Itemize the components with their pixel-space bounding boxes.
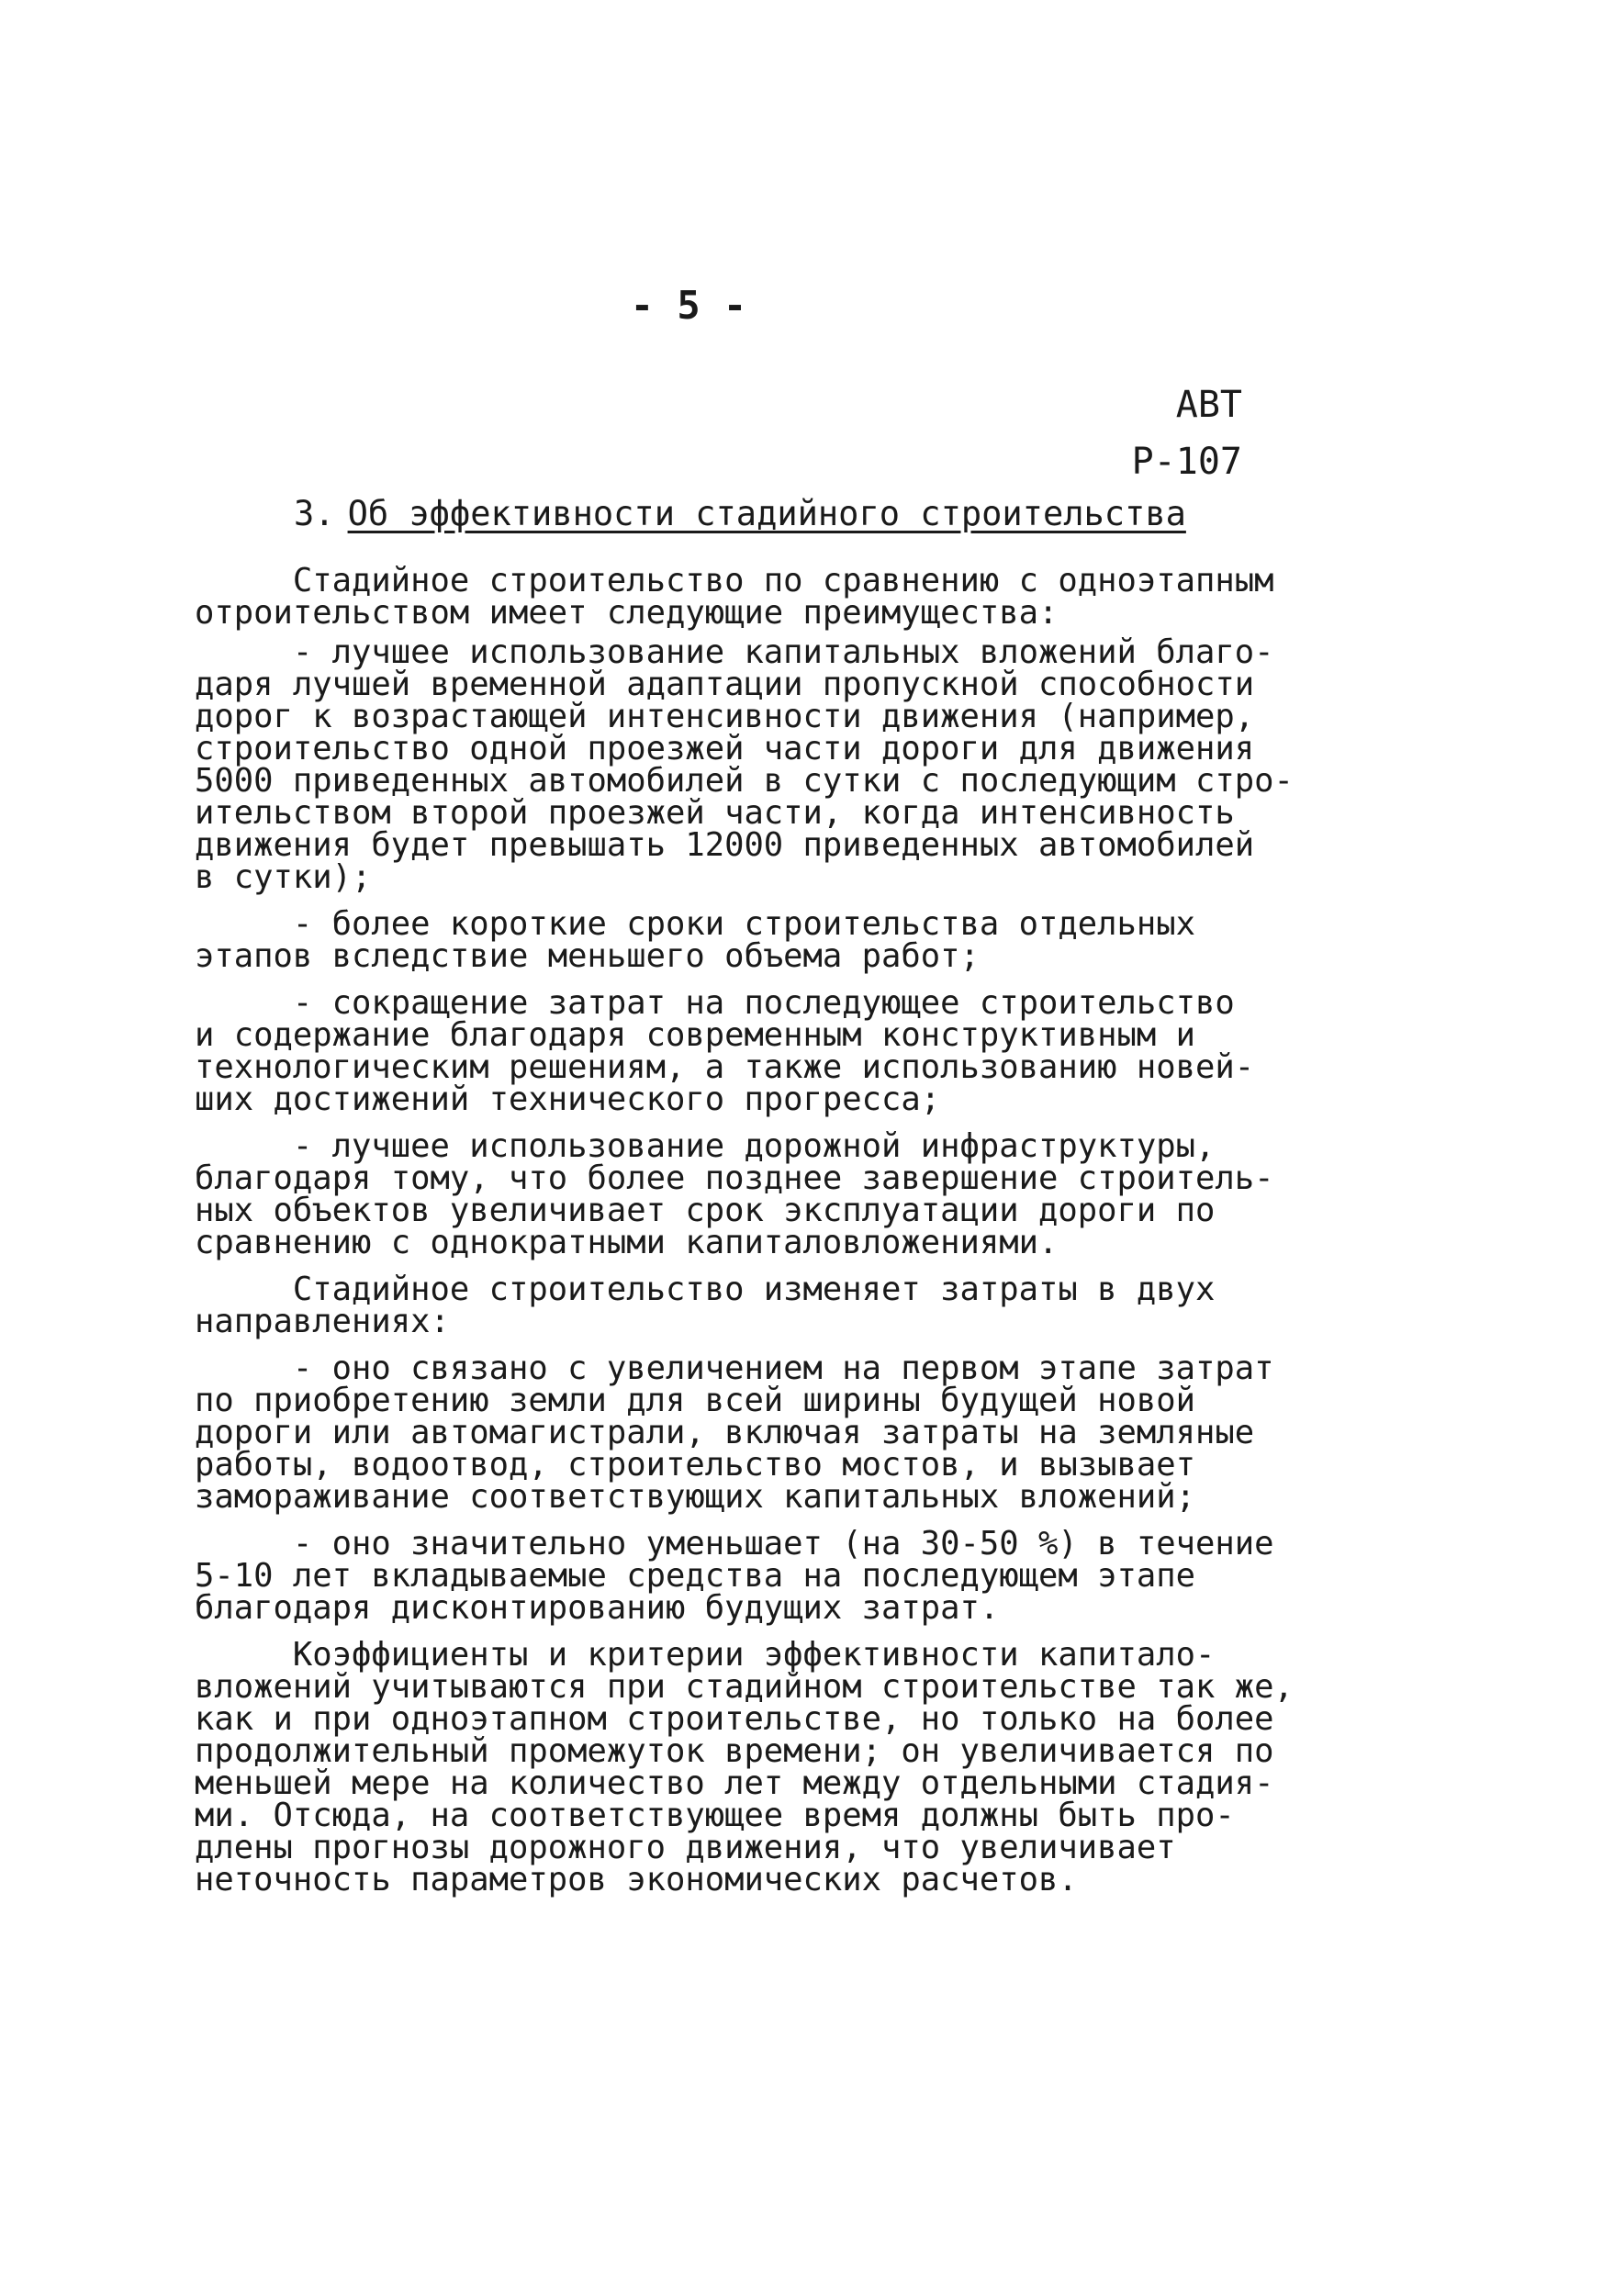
body-text bbox=[195, 562, 1388, 1910]
paragraph-cost-2: - оно значительно уменьшает (на 30-50 %) в течение 5-10 лет вкладываемые средства на последующем этапе благодаря дисконтированию будущих затрат. bbox=[195, 1525, 1274, 1627]
document-code-line-2: Р-107 bbox=[1131, 441, 1242, 483]
paragraph-advantage-1: - лучшее использование капитальных вложений благо- даря лучшей временной адаптации пропускной способности дорог к возрастающей интенсивности движения (например, строительство одной проезжей части дороги для движения 5000 приведенных автомобилей в сутки с последующим стро- ительством второй проезжей части, когда интенсивность движения будет превышать 12000 приведенных автомобилей в сутки); bbox=[195, 633, 1294, 896]
section-number: 3. bbox=[294, 494, 335, 533]
paragraph-cost-directions: Стадийное строительство изменяет затраты в двух направлениях: bbox=[195, 1271, 1216, 1340]
paragraph-advantage-3: - сокращение затрат на последующее строительство и содержание благодаря современным конструктивным и технологическим решениям, а также использованию новей- ших достижений технического прогресса; bbox=[195, 984, 1255, 1118]
paragraph-advantage-2: - более короткие сроки строительства отдельных этапов вследствие меньшего объема работ; bbox=[195, 905, 1196, 975]
section-heading bbox=[294, 491, 1186, 537]
paragraph-cost-1: - оно связано с увеличением на первом этапе затрат по приобретению земли для всей ширины будущей новой дороги или автомагистрали, включая затраты на земляные работы, водоотвод, строительство мостов, и вызывает замораживание соответствующих капитальных вложений; bbox=[195, 1350, 1274, 1516]
document-code-line-1: АВТ bbox=[1175, 384, 1242, 426]
paragraph-advantage-4: - лучшее использование дорожной инфраструктуры, благодаря тому, что более позднее завершение строитель- ных объектов увеличивает срок эксплуатации дороги по сравнению с однократными капиталовложениями. bbox=[195, 1127, 1274, 1261]
document-code bbox=[1132, 376, 1242, 490]
paragraph-intro: Стадийное строительство по сравнению с одноэтапным отроительством имеет следующие преимущества: bbox=[195, 562, 1274, 632]
paragraph-coefficients: Коэффициенты и критерии эффективности капитало- вложений учитываются при стадийном строительстве так же, как и при одноэтапном строительстве, но только на более продолжительный промежуток времени; он увеличивается по меньшей мере на количество лет между отдельными стадия- ми. Отсюда, на соответствующее время должны быть про- длены прогнозы дорожного движения, что увеличивает неточность параметров экономических расчетов. bbox=[195, 1636, 1294, 1898]
section-title: Об эффективности стадийного строительства bbox=[347, 494, 1186, 533]
page-number: - 5 - bbox=[630, 283, 747, 328]
